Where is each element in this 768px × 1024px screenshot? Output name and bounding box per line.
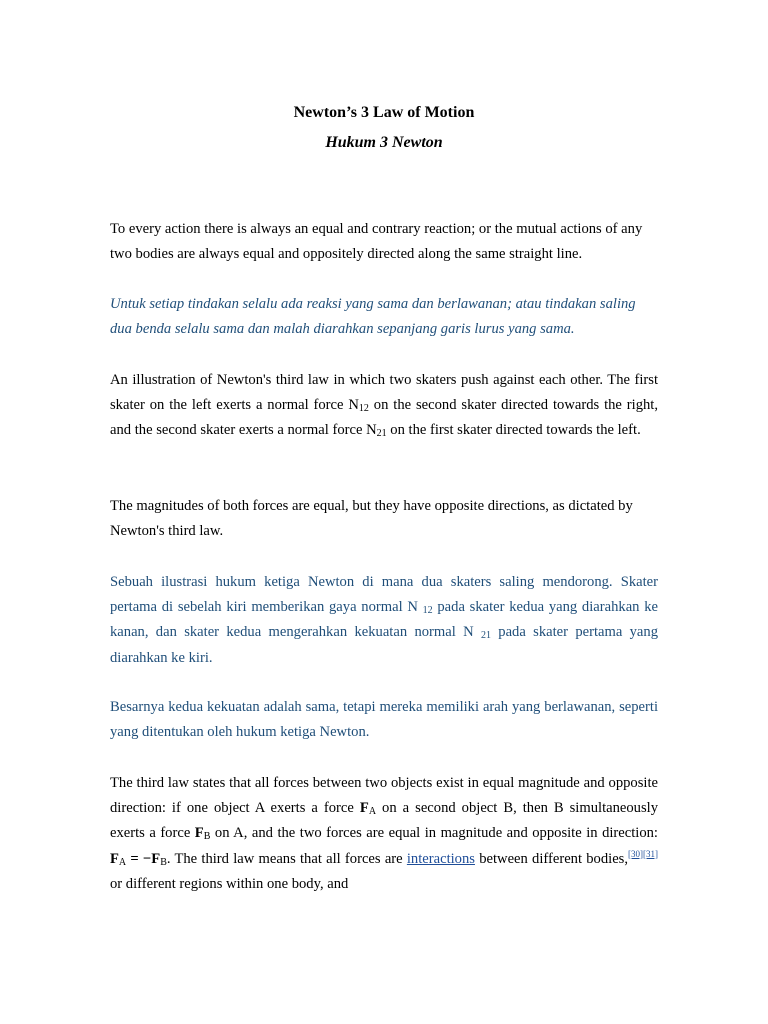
- text-segment: between different bodies,: [474, 850, 629, 867]
- text-segment: on A, and the two forces are equal in magnitude and opposite in direction:: [210, 825, 658, 842]
- text-segment: The third law states that all forces between two objects exist in equal magnitude and opposite direction: if one object A exerts a force: [110, 775, 658, 817]
- force-symbol: F: [151, 850, 161, 867]
- paragraph-skaters-illustration: [110, 368, 658, 444]
- subscript: A: [118, 856, 127, 868]
- paragraph-force-magnitudes: The magnitudes of both forces are equal, but they have opposite directions, as dictated by Newton's third law.: [110, 498, 633, 540]
- document-title: Newton’s 3 Law of Motion: [293, 104, 475, 121]
- text-segment: pada skater kedua yang diarahkan ke kanan, dan skater kedua mengerahkan kekuatan normal N: [110, 599, 658, 641]
- subscript: 21: [376, 428, 387, 440]
- force-symbol: F: [359, 800, 369, 817]
- text-segment: Sebuah ilustrasi hukum ketiga Newton di mana dua skaters saling mendorong. Skater pertama di sebelah kiri memberikan gaya normal N: [110, 574, 658, 616]
- subscript: B: [203, 831, 211, 843]
- text-segment: or different regions within one body, and: [110, 875, 349, 892]
- paragraph-third-law-statement: [110, 771, 658, 897]
- interactions-link[interactable]: interactions: [406, 850, 475, 867]
- subscript: 21: [480, 630, 491, 642]
- text-segment: . The third law means that all forces are: [166, 850, 407, 867]
- equation-operator: = −: [126, 850, 152, 867]
- subscript: 12: [422, 605, 433, 617]
- subscript: B: [160, 856, 167, 868]
- subscript: A: [368, 806, 377, 818]
- text-segment: on the second skater directed towards the right, and the second skater exerts a normal force N: [110, 397, 658, 439]
- paragraph-translation-2: [110, 570, 658, 671]
- text-segment: An illustration of Newton's third law in which two skaters push against each other. The first skater on the left exerts a normal force N: [110, 372, 658, 414]
- paragraph-newton-third-law: To every action there is always an equal and contrary reaction; or the mutual actions of any two bodies are always equal and oppositely directed along the same straight line.: [110, 221, 643, 263]
- force-symbol: F: [110, 850, 119, 867]
- paragraph-translation-3: Besarnya kedua kekuatan adalah sama, tetapi mereka memiliki arah yang berlawanan, seperti yang ditentukan oleh hukum ketiga Newton.: [110, 699, 658, 741]
- subscript: 12: [358, 403, 369, 415]
- text-segment: on the first skater directed towards the left.: [386, 422, 641, 439]
- paragraph-translation-1: Untuk setiap tindakan selalu ada reaksi yang sama dan berlawanan; atau tindakan saling dua benda selalu sama dan malah diarahkan sepanjang garis lurus yang sama.: [110, 296, 636, 338]
- document-subtitle: Hukum 3 Newton: [325, 134, 443, 151]
- citation-link[interactable]: [30][31]: [628, 848, 659, 859]
- text-segment: pada skater pertama yang diarahkan ke kiri.: [110, 624, 658, 666]
- force-symbol: F: [194, 825, 204, 842]
- text-segment: on a second object B, then B simultaneously exerts a force: [110, 800, 658, 842]
